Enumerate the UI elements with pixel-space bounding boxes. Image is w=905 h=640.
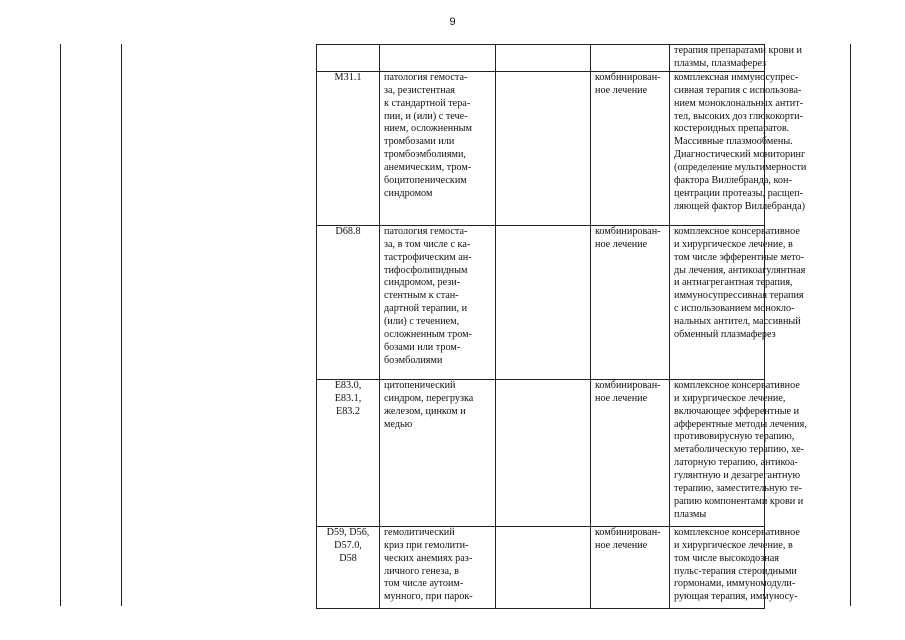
cell-text-line: медью (384, 418, 413, 430)
cell-text-line: метаболическую терапию, хе- (674, 444, 805, 456)
cell-text-line: терапию, заместительную те- (674, 483, 803, 495)
treatment-cell (670, 526, 800, 608)
description-cell (380, 526, 496, 608)
cell-text-line: тастрофическим ан- (384, 251, 472, 263)
cell-text-line: комбинирован- (595, 526, 661, 538)
table-row (317, 45, 765, 72)
cell-text-line: боэмболиями (384, 354, 443, 366)
method-cell (591, 45, 670, 72)
cell-text-line: мунного, при парок- (384, 591, 473, 603)
cell-text-line: ческих анемиях раз- (384, 552, 473, 564)
cell-text-line: комплексное консервативное (674, 379, 800, 391)
model-cell (496, 225, 591, 379)
cell-text-line: противовирусную терапию, (674, 431, 795, 443)
cell-text-line: тифосфолипидным (384, 264, 468, 276)
cell-text-line: криз при гемолити- (384, 539, 469, 551)
cell-text-line: тромбозами или (384, 136, 455, 148)
cell-text-line: рапию компонентами крови и (674, 495, 804, 507)
method-cell (591, 225, 670, 379)
cell-text-line: патология гемоста- (384, 71, 468, 83)
cell-text-line: плазмы (674, 508, 707, 520)
cell-text-line: боцитопеническим (384, 175, 467, 187)
cell-text-line: сивная терапия с использова- (674, 84, 802, 96)
cell-text-line: за, резистентная (384, 84, 455, 96)
code-cell (317, 225, 380, 379)
cell-text-line: ное лечение (595, 238, 648, 250)
cell-text-line: осложненным тром- (384, 329, 472, 341)
cell-text-line: латорную терапию, антикоа- (674, 457, 798, 469)
cell-text-line: комбинирован- (595, 379, 661, 391)
code-cell (317, 379, 380, 526)
table-row (317, 225, 765, 379)
cell-text-line: E83.2 (335, 405, 361, 417)
cell-text-line: том числе эфферентные мето- (674, 251, 805, 263)
cell-text-line: терапия препаратами крови и (674, 45, 802, 56)
cell-text-line: бозами или тром- (384, 341, 461, 353)
cell-text-line: анемическим, тром- (384, 162, 472, 174)
model-cell (496, 379, 591, 526)
cell-text-line: стентным к стан- (384, 290, 459, 302)
cell-text-line: комплексная иммуносупрес- (674, 71, 799, 83)
cell-text-line: том числе аутоим- (384, 578, 464, 590)
method-cell (591, 526, 670, 608)
cell-text-line: обменный плазмаферез (674, 329, 776, 341)
cell-text-line: комбинирован- (595, 225, 661, 237)
cell-text-line: пии, и (или) с тече- (384, 110, 468, 122)
cell-text-line: фактора Виллебранда, кон- (674, 175, 792, 187)
cell-text-line: тромбоэмболиями, (384, 149, 466, 161)
table-row (317, 71, 765, 225)
cell-text-line: включающее эфферентные и (674, 405, 800, 417)
cell-text-line: ное лечение (595, 84, 648, 96)
cell-text-line: синдромом, рези- (384, 277, 461, 289)
cell-text-line: дартной терапии, и (384, 303, 468, 315)
cell-text-line: D58 (339, 552, 357, 564)
cell-text-line: (или) с течением, (384, 316, 460, 328)
method-cell (591, 379, 670, 526)
cell-text-line: и антиагрегантная терапия, (674, 277, 793, 289)
cell-text-line: комплексное консервативное (674, 225, 800, 237)
cell-text-line: D57.0, (334, 539, 362, 551)
left-border-line (60, 44, 61, 606)
cell-text-line: комплексное консервативное (674, 526, 800, 538)
left-inner-border-line (121, 44, 122, 606)
model-cell (496, 45, 591, 72)
cell-text-line: Диагностический мониторинг (674, 149, 806, 161)
table-row (317, 379, 765, 526)
treatment-cell (670, 225, 806, 379)
right-border-line (850, 44, 851, 606)
cell-text-line: иммуносупрессивная терапия (674, 290, 804, 302)
treatment-table (316, 44, 807, 609)
method-cell (591, 71, 670, 225)
code-cell (317, 526, 380, 608)
cell-text-line: за, в том числе с ка- (384, 238, 471, 250)
cell-text-line: Массивные плазмообмены. (674, 136, 793, 148)
cell-text-line: нальных антител, массивный (674, 316, 801, 328)
description-cell (380, 379, 496, 526)
cell-text-line: E83.1, (334, 392, 362, 404)
cell-text-line: плазмы, плазмаферез (674, 57, 767, 69)
description-cell (380, 45, 496, 72)
cell-text-line: патология гемоста- (384, 225, 468, 237)
cell-text-line: нием, осложненным (384, 123, 472, 135)
cell-text-line: D68.8 (335, 225, 361, 237)
table-body (317, 45, 807, 609)
cell-text-line: том числе высокодозная (674, 552, 779, 564)
cell-text-line: пульс-терапия стероидными (674, 565, 797, 577)
cell-text-line: и хирургическое лечение, в (674, 238, 793, 250)
description-cell (380, 71, 496, 225)
description-cell (380, 225, 496, 379)
cell-text-line: к стандартной тера- (384, 97, 471, 109)
code-cell (317, 71, 380, 225)
cell-text-line: синдромом (384, 187, 433, 199)
cell-text-line: и хирургическое лечение, в (674, 539, 793, 551)
cell-text-line: D59, D56, (326, 526, 370, 538)
treatment-cell (670, 45, 802, 72)
cell-text-line: E83.0, (334, 379, 362, 391)
cell-text-line: комбинирован- (595, 71, 661, 83)
code-cell (317, 45, 380, 72)
cell-text-line: костероидных препаратов. (674, 123, 790, 135)
cell-text-line: железом, цинком и (384, 405, 466, 417)
model-cell (496, 71, 591, 225)
cell-text-line: ное лечение (595, 392, 648, 404)
cell-text-line: гемолитический (384, 526, 455, 538)
cell-text-line: гулянтную и дезагрегантную (674, 470, 801, 482)
cell-text-line: рующая терапия, иммуносу- (674, 591, 798, 603)
model-cell (496, 526, 591, 608)
cell-text-line: и хирургическое лечение, (674, 392, 786, 404)
treatment-cell (670, 379, 807, 526)
cell-text-line: ное лечение (595, 539, 648, 551)
cell-text-line: ляющей фактор Виллебранда) (674, 200, 806, 212)
cell-text-line: нием моноклональных антит- (674, 97, 804, 109)
cell-text-line: гормонами, иммуномодули- (674, 578, 796, 590)
treatment-cell (670, 71, 807, 225)
cell-text-line: цитопенический (384, 379, 456, 391)
table-row (317, 526, 765, 608)
cell-text-line: тел, высоких доз глюкокорти- (674, 110, 803, 122)
cell-text-line: центрации протеазы, расщеп- (674, 187, 803, 199)
cell-text-line: синдром, перегрузка (384, 392, 474, 404)
cell-text-line: (определение мультимерности (674, 162, 807, 174)
cell-text-line: ды лечения, антикоагулянтная (674, 264, 806, 276)
cell-text-line: с использованием монокло- (674, 303, 795, 315)
cell-text-line: M31.1 (334, 71, 362, 83)
cell-text-line: афферентные методы лечения, (674, 418, 807, 430)
page-number: 9 (449, 16, 456, 28)
cell-text-line: личного генеза, в (384, 565, 459, 577)
